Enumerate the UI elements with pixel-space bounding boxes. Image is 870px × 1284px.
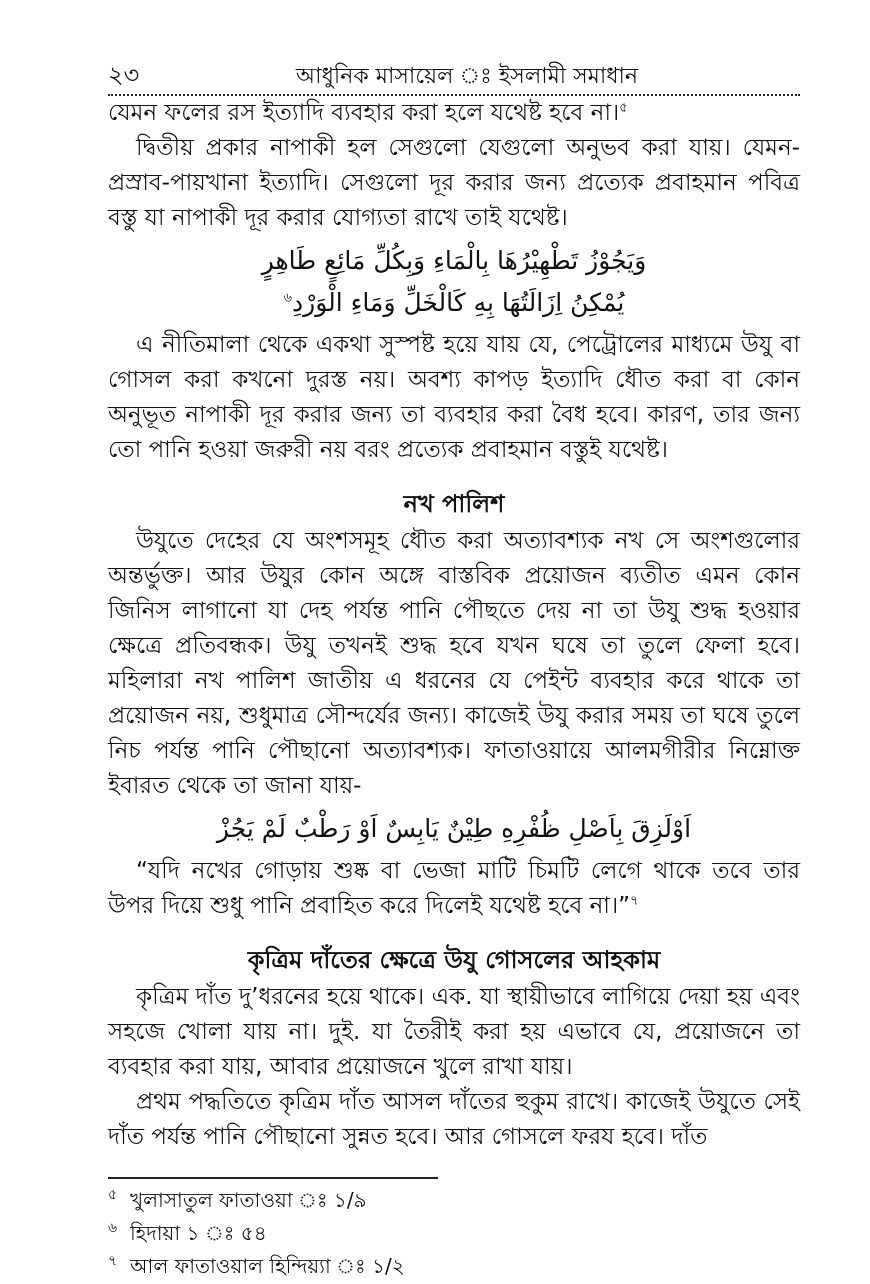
- footnote-ref-6: ৬: [283, 290, 293, 306]
- arabic-quote-1-line-2-text: يُمْكِنُ اِزَالَتُهَا بِهِ كَالْخَلِّ وَمَاءِ الْوَرْدِ: [292, 288, 625, 317]
- footnote-text: আল ফাতাওয়াল হিন্দিয়্যা ঃ ১/২: [130, 1254, 405, 1278]
- footnote-text: খুলাসাতুল ফাতাওয়া ঃ ১/৯: [130, 1188, 367, 1212]
- paragraph-7: প্রথম পদ্ধতিতে কৃত্রিম দাঁত আসল দাঁতের হুকুম রাখে। কাজেই উযুতে সেই দাঁত পর্যন্ত পানি পৌছানো সুন্নত হবে। আর গোসলে ফরয হবে। দাঁত: [108, 1089, 800, 1150]
- paragraph-5: [108, 854, 800, 924]
- paragraph-1: [108, 96, 800, 131]
- paragraph-1-text: যেমন ফলের রস ইত্যাদি ব্যবহার করা হলে যথেষ্ট হবে না।: [108, 100, 620, 126]
- footnote-divider: [108, 1177, 438, 1179]
- footnote-mark: ৭: [108, 1253, 118, 1269]
- footnote-ref-5: ৫: [619, 100, 628, 116]
- paragraph-6: কৃত্রিম দাঁত দু’ধরনের হয়ে থাকে। এক. যা স্থায়ীভাবে লাগিয়ে দেয়া হয় এবং সহজে খোলা যায় না। দুই. যা তৈরীই করা হয় এভাবে যে, প্রয়োজনে তা ব্যবহার করা যায়, আবার প্রয়োজনে খুলে রাখা যায়।: [108, 984, 800, 1080]
- arabic-quote-1-line-1: وَيَجُوْزُ تَطْهِيْرُهَا بِالْمَاءِ وَبِكُلِّ مَائِعٍ طَاهِرٍ: [261, 246, 647, 275]
- footnote-ref-7: ৭: [630, 893, 639, 909]
- arabic-quote-1-line-2: [108, 282, 800, 324]
- page-header: [108, 60, 800, 96]
- footnote-mark: ৬: [108, 1220, 118, 1236]
- section-heading-artificial-teeth: কৃত্রিম দাঁতের ক্ষেত্রে উযু গোসলের আহকাম: [247, 946, 661, 974]
- arabic-quote-1: [108, 240, 800, 324]
- footnote-text: হিদায়া ১ ঃ ৫৪: [130, 1221, 267, 1245]
- paragraph-4: উযুতে দেহের যে অংশসমূহ ধৌত করা অত্যাবশ্যক নখ সে অংশগুলোর অন্তর্ভুক্ত। আর উযুর কোন অঙ্গে বাস্তবিক প্রয়োজন ব্যতীত এমন কোন জিনিস লাগানো যা দেহ পর্যন্ত পানি পৌছতে দেয় না তা উযু শুদ্ধ হওয়ার ক্ষেত্রে প্রতিবন্ধক। উযু তখনই শুদ্ধ হবে যখন ঘষে তা তুলে ফেলা হবে। মহিলারা নখ পালিশ জাতীয় এ ধরনের যে পেইন্ট ব্যবহার করে থাকে তা প্রয়োজন নয়, শুধুমাত্র সৌন্দর্যের জন্য। কাজেই উযু করার সময় তা ঘষে তুলে নিচ পর্যন্ত পানি পৌছানো অত্যাবশ্যক। ফাতাওয়ায়ে আলমগীরীর নিম্নোক্ত ইবারত থেকে তা জানা যায়-: [108, 528, 800, 799]
- footnote-5: [108, 1185, 800, 1218]
- page-number: ২৩: [108, 61, 140, 89]
- arabic-quote-2: اَوْلَزِقَ بِاَصْلِ ظُفْرِهِ طِيْنٌ يَابِسٌ اَوْ رَطْبٌ لَمْ يَجُزْ: [216, 814, 692, 843]
- paragraph-5-text: “যদি নখের গোড়ায় শুষ্ক বা ভেজা মাটি চিমটি লেগে থাকে তবে তার উপর দিয়ে শুধু পানি প্রবাহিত করে দিলেই যথেষ্ট হবে না।”: [108, 858, 800, 919]
- section-heading-nail-polish: নখ পালিশ: [403, 490, 505, 518]
- paragraph-3: এ নীতিমালা থেকে একথা সুস্পষ্ট হয়ে যায় যে, পেট্রোলের মাধ্যমে উযু বা গোসল করা কখনো দুরস্ত নয়। অবশ্য কাপড় ইত্যাদি ধৌত করা বা কোন অনুভূত নাপাকী দূর করার জন্য তা ব্যবহার করা বৈধ হবে। কারণ, তার জন্য তো পানি হওয়া জরুরী নয় বরং প্রত্যেক প্রবাহমান বস্তুই যথেষ্ট।: [108, 332, 800, 463]
- footnote-mark: ৫: [108, 1187, 118, 1203]
- footnote-6: [108, 1218, 800, 1251]
- paragraph-2: দ্বিতীয় প্রকার নাপাকী হল সেগুলো যেগুলো অনুভব করা যায়। যেমন-প্রস্রাব-পায়খানা ইত্যাদি। সেগুলো দূর করার জন্য প্রত্যেক প্রবাহমান পবিত্র বস্তু যা নাপাকী দূর করার যোগ্যতা রাখে তাই যথেষ্ট।: [108, 135, 800, 231]
- running-title: আধুনিক মাসায়েল ঃ ইসলামী সমাধান: [295, 64, 639, 89]
- footnote-7: [108, 1251, 800, 1284]
